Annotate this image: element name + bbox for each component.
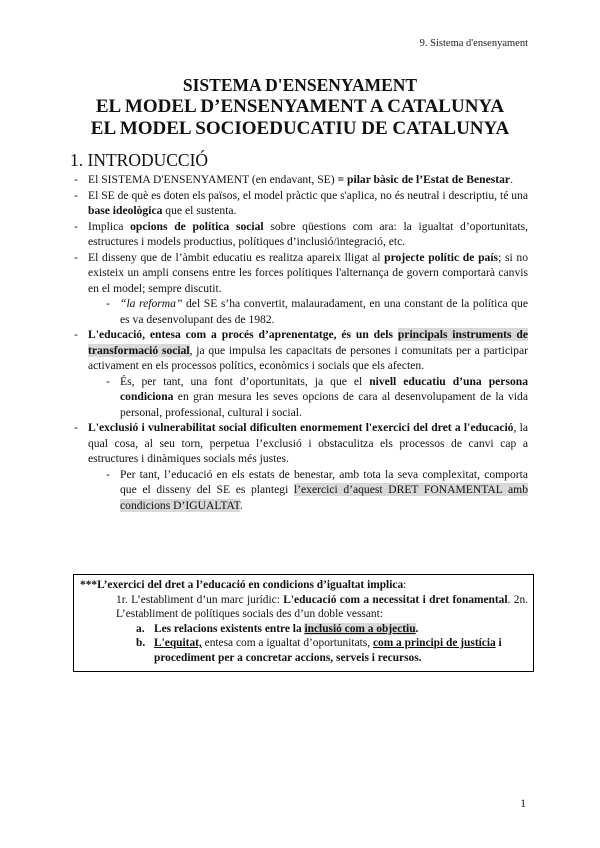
sub-bullet-item (74, 296, 528, 327)
bullet-bold: = pilar bàsic de l’Estat de Benestar (337, 173, 511, 186)
dash-marker: - (106, 297, 110, 310)
box-underline-bold: com a principi de justícia (372, 637, 496, 649)
box-bold: L'educació com a necessitat i dret fonamental (283, 593, 508, 606)
box-paragraph (80, 593, 528, 622)
bullet-text-end: sobre qüestions com ara: la igualtat d’oportunitats, estructures i models productius, polítiques d’inclusió/integració, etc. (88, 219, 528, 248)
bullet-text: El SISTEMA D'ENSENYAMENT (en endavant, SE) (88, 173, 338, 186)
bullet-text-end: en gran mesura les seves opcions de cara al desenvolupament de la vida personal, professional, cultural i social. (120, 390, 528, 419)
bullet-item (74, 420, 528, 467)
title-block (0, 74, 600, 140)
box-bold: Les relacions existents entre la (154, 622, 305, 635)
bullet-highlight: l’exercici d’aquest DRET FONAMENTAL amb condicions D’IGUALTAT (120, 483, 528, 512)
bullet-text: , ja que impulsa les capacitats de persones i comunitats per a participar activament en els processos polítics, econòmics i socials que els afecten. (88, 343, 528, 372)
subtitle-2: EL MODEL SOCIOEDUCATIU DE CATALUNYA (90, 118, 510, 139)
bullet-item (74, 250, 528, 297)
bullet-bold: projecte polític de país (384, 250, 499, 264)
dash-marker: - (74, 421, 78, 434)
box-text: 1r. L’establiment d’un marc jurídic: (116, 593, 284, 606)
bullet-text-end: . (510, 173, 513, 186)
bullet-text-end: . (239, 498, 243, 512)
dash-marker: - (74, 173, 78, 186)
sub-bullet-item (74, 374, 528, 421)
bullet-text: Per tant, l’educació en els estats de benestar, amb tota la seva complexitat, comporta que el disseny del SE es plantegi (120, 467, 528, 496)
box-bold-end: . (415, 622, 419, 635)
summary-box (73, 574, 534, 672)
dash-marker: - (74, 188, 78, 202)
running-header: 9. Sistema d'ensenyament (419, 38, 528, 49)
bullet-bold: L'exclusió i vulnerabilitat social dificulten enormement l'exercici del dret a l'educació (88, 421, 514, 434)
box-underline: L'equitat, (154, 637, 202, 649)
bullet-text: del SE s’ha convertit, malauradament, en una constant de la política que es va desenvolupant des de 1982. (120, 297, 528, 326)
box-lead (80, 578, 528, 593)
bullet-item (74, 219, 528, 250)
box-text-end: . 2n. L’establiment de polítiques socials des d’un doble vessant: (116, 593, 528, 620)
bullet-item (74, 172, 528, 188)
bullet-text-end: que el sustenta. (162, 204, 237, 217)
box-list-item-a (80, 622, 528, 637)
dash-marker: - (74, 328, 78, 341)
box-text: entesa com a igualtat d’oportunitats, (201, 637, 373, 649)
bullet-text: El SE de què es doten els països, el model pràctic que s'aplica, no és neutral i descriptiu, té una (88, 188, 528, 202)
dash-marker: - (106, 467, 110, 481)
bullet-item (74, 327, 528, 374)
box-bold-end: i procediment per a concretar accions, serveis i recursos. (154, 637, 502, 664)
page-number: 1 (520, 798, 526, 810)
bullet-item (74, 188, 528, 219)
subtitle-1: EL MODEL D’ENSENYAMENT A CATALUNYA (95, 96, 505, 117)
bullet-italic: “la reforma” (120, 297, 183, 310)
list-label: b. (136, 637, 146, 649)
bullet-bold-highlight: principals instruments de transformació social (88, 328, 528, 357)
bullet-text-end: ; si no existeix un ampli consens entre les forces polítiques l'alternança de govern comportarà canvis en el model; sempre discutit. (88, 250, 528, 295)
bullet-bold: nivell educatiu d’una persona condiciona (120, 374, 528, 403)
bullet-text: , la qual cosa, al seu torn, perpetua l’exclusió i obstaculitza els processos de canvi cap a estructures i dinàmiques socials més justes. (88, 421, 528, 465)
bullet-list (74, 172, 528, 513)
dash-marker: - (106, 374, 110, 388)
box-lead-bold: ***L’exercici del dret a l’educació en condicions d’igualtat implica (80, 579, 404, 591)
bullet-bold: opcions de política social (130, 219, 264, 233)
section-heading: 1. INTRODUCCIÓ (70, 150, 209, 170)
box-list-item-b (80, 636, 528, 665)
bullet-bold: base ideològica (88, 204, 163, 217)
box-underline: inclusió com a objectiu (304, 622, 416, 635)
bullet-text: És, per tant, una font d’oportunitats, ja que el (120, 374, 370, 388)
bullet-bold: L'educació, entesa com a procés d’aprenentatge, és un dels (88, 328, 398, 341)
main-title: SISTEMA D'ENSENYAMENT (182, 75, 418, 95)
box-lead-end: : (403, 579, 407, 591)
dash-marker: - (74, 219, 78, 233)
sub-bullet-item (74, 467, 528, 514)
bullet-text: El disseny que de l’àmbit educatiu es realitza apareix lligat al (88, 250, 385, 264)
list-label: a. (136, 622, 145, 635)
bullet-text: Implica (88, 219, 131, 233)
dash-marker: - (74, 250, 78, 264)
